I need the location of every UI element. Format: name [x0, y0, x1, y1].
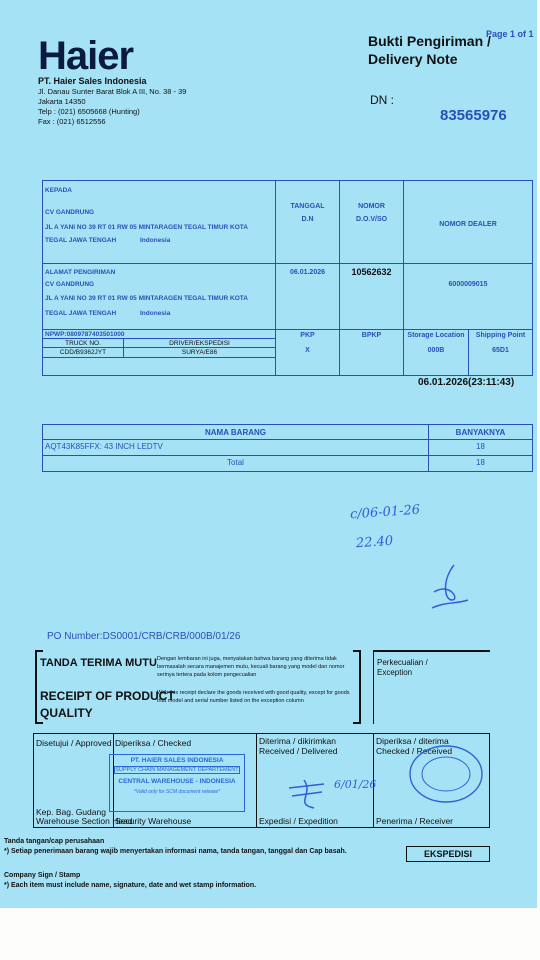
alamat-addr2: TEGAL JAWA TENGAH [45, 310, 117, 317]
signature-grid [33, 733, 490, 828]
receiver-stamp [404, 740, 484, 810]
haier-logo: Haier [38, 34, 134, 78]
nomor-value: 10562632 [351, 267, 392, 277]
company-sign-label: Company Sign / Stamp [4, 872, 81, 879]
checked-received-label-2: Checked / Received [376, 746, 453, 756]
divider [373, 650, 490, 652]
ekspedisi-box: EKSPEDISI [406, 846, 490, 862]
storage-label: Storage Location [407, 332, 465, 339]
dn-number: 83565976 [440, 107, 507, 124]
company-city: Jakarta 14350 [38, 97, 86, 106]
info-table [42, 180, 533, 376]
shipping-value: 65D1 [492, 347, 509, 354]
storage-value: 000B [427, 347, 445, 354]
divider [43, 329, 532, 330]
bracket [35, 650, 43, 652]
tanggal-header [276, 203, 339, 223]
divider [43, 263, 532, 264]
po-number: PO Number:DS0001/CRB/CRB/000B/01/26 [47, 631, 241, 642]
kepada-label: KEPADA [45, 187, 72, 194]
pkp-label: PKP [300, 332, 315, 339]
bracket [359, 650, 361, 724]
tanggal-header-1: TANGGAL [290, 203, 325, 210]
total-label: Total [227, 458, 244, 467]
company-fax: Fax : (021) 6512556 [38, 117, 106, 126]
company-address: Jl. Danau Sunter Barat Blok A III, No. 38 - 39 [38, 87, 187, 96]
note-en: *) Each item must include name, signature, date and wet stamp information. [4, 882, 257, 889]
dn-label: DN : [370, 93, 394, 107]
handwritten-signature [424, 560, 474, 620]
receipt-title-2: QUALITY [40, 706, 93, 720]
warehouse-head-label: Warehouse Section Head [36, 816, 133, 826]
nomor-header-1: NOMOR [358, 203, 385, 210]
checked-label: Diperiksa / Checked [115, 738, 192, 748]
print-timestamp: 06.01.2026(23:11:43) [418, 377, 515, 388]
handwritten-date: c/06-01-26 [349, 502, 421, 523]
divider [256, 734, 257, 827]
page-indicator: Page 1 of 1 [486, 29, 534, 39]
nomor-header [340, 203, 403, 223]
doc-title-line2: Delivery Note [368, 51, 458, 67]
kepada-country: Indonesia [140, 237, 171, 244]
banyaknya-header: BANYAKNYA [455, 428, 506, 437]
item-name: AQT43K85FFX: 43 INCH LEDTV [45, 442, 163, 451]
received-label: Diterima / dikirimkan [259, 736, 336, 746]
tanggal-value: 06.01.2026 [289, 269, 326, 276]
alamat-label: ALAMAT PENGIRIMAN [45, 269, 116, 276]
divider [403, 181, 404, 375]
tanggal-header-2: D.N [301, 216, 314, 223]
bpkp-label: BPKP [361, 332, 382, 339]
handwritten-time: 22.40 [355, 533, 394, 552]
tanda-terima-text: Dengan lembaran ini juga, menyatakan bahwa barang yang diterima tidak bermasalah secara manajemen mutu, kecuali barang yang model dan nomor serinya tertera pada kolom pengecualian [157, 656, 345, 678]
stamp-line4: *Valid only for SCM document release* [133, 789, 221, 795]
item-qty: 18 [476, 442, 485, 451]
nomor-header-2: D.O.V/SO [355, 216, 388, 223]
note-id: *) Setiap penerimaan barang wajib menyertakan informasi nama, tanda tangan, tanggal dan Cap basah. [4, 848, 347, 855]
expedisi-label: Expedisi / Expedition [259, 816, 338, 826]
bracket [353, 722, 361, 724]
penerima-label: Penerima / Receiver [376, 816, 454, 826]
divider [43, 338, 275, 339]
stamp-line2: SUPPLY CHAIN MANAGEMENT DEPARTEMENT [115, 767, 239, 773]
stamp-line3: CENTRAL WAREHOUSE - INDONESIA [118, 778, 236, 785]
handwritten-delivery-date: 6/01/26 [334, 778, 377, 791]
kepada-addr2: TEGAL JAWA TENGAH [45, 237, 117, 244]
exception-label: Perkecualian / Exception [377, 658, 428, 677]
warehouse-stamp [109, 754, 245, 812]
receipt-title-1: RECEIPT OF PRODUCT [40, 689, 175, 703]
doc-title [368, 32, 491, 68]
bracket [35, 722, 43, 724]
company-telp: Telp : (021) 6505668 (Hunting) [38, 107, 140, 116]
nama-barang-header: NAMA BARANG [204, 428, 267, 437]
driver-value: SURYA/E86 [181, 349, 218, 356]
company-name: PT. Haier Sales Indonesia [38, 76, 147, 86]
stamp-line1: PT. HAIER SALES INDONESIA [130, 757, 224, 764]
tanda-terima-title: TANDA TERIMA MUTU [40, 657, 157, 669]
stamp-label: Tanda tangan/cap perusahaan [4, 838, 105, 845]
divider [373, 650, 374, 724]
driver-label: DRIVER/EKSPEDISI [169, 340, 230, 347]
security-label: Security Warehouse [115, 816, 192, 826]
kepada-addr1: JL A YANI NO 39 RT 01 RW 05 MINTARAGEN TEGAL TIMUR KOTA [45, 224, 248, 231]
divider [43, 439, 532, 440]
expedition-signature [284, 774, 334, 814]
divider [43, 347, 275, 348]
divider [43, 357, 275, 358]
items-table [42, 424, 533, 472]
shipping-label: Shipping Point [475, 332, 526, 339]
doc-title-line1: Bukti Pengiriman / [368, 33, 491, 49]
total-qty: 18 [476, 458, 485, 467]
bracket [353, 650, 361, 652]
alamat-name: CV GANDRUNG [45, 281, 95, 288]
receipt-block [35, 650, 535, 725]
alamat-country: Indonesia [140, 310, 171, 317]
kep-gudang-label: Kep. Bag. Gudang [36, 807, 106, 817]
truck-value: CDD/B9362JYT [59, 349, 107, 356]
divider [43, 455, 532, 456]
received-label-2: Received / Delivered [259, 746, 338, 756]
dealer-header: NOMOR DEALER [439, 221, 497, 228]
receipt-text: With this receipt declare the goods received with good quality, except for goods that model and serial number listed on the exception column [157, 690, 350, 704]
checked-received-label: Diperiksa / diterima [376, 736, 449, 746]
npwp: NPWP:0809787403501000 [45, 331, 125, 338]
approved-label: Disetujui / Approved [36, 738, 112, 748]
pkp-value: X [305, 347, 310, 354]
bracket [35, 650, 37, 724]
kepada-name: CV GANDRUNG [45, 209, 95, 216]
dealer-value: 6000009015 [448, 281, 488, 288]
alamat-addr1: JL A YANI NO 39 RT 01 RW 05 MINTARAGEN TEGAL TIMUR KOTA [45, 295, 248, 302]
truck-label: TRUCK NO. [65, 340, 101, 347]
